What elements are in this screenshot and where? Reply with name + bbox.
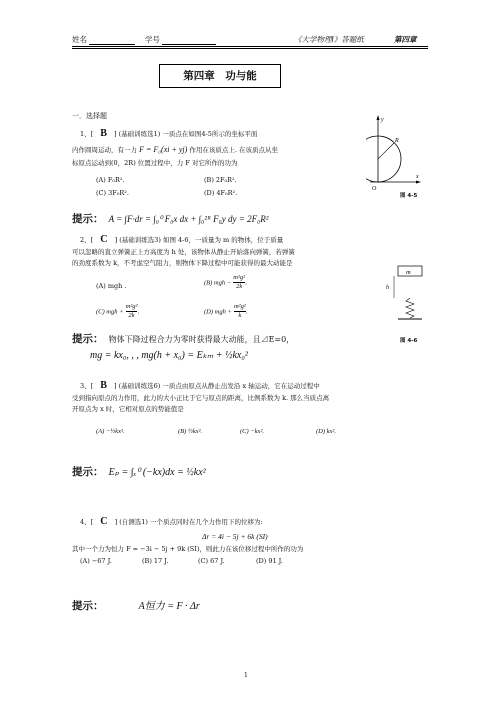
- q2-b-denominator: 2k: [236, 283, 243, 290]
- header-rule: [72, 46, 428, 47]
- q2-b-numerator: m²g²: [233, 274, 246, 281]
- fig-h-label: h: [386, 285, 389, 291]
- q3-text-a: (基础训练选6) 一质点由原点从静止出发沿 x 轴运动，它在运动过程中: [118, 382, 320, 390]
- q1-text-d: 标原点运动到(0，2R) 位置过程中，力 F 对它所作的功为: [72, 159, 238, 167]
- q4-close: ]: [114, 518, 118, 526]
- q1-option-b: (B) 2F₀R².: [204, 176, 237, 184]
- q3-text-b: 受到指向原点的力作用，此力的大小正比于它与原点的距离，比例系数为 k. 那么当质点离: [72, 394, 330, 402]
- q2-option-d: (D) mgh + $\frac{\text{m²g²}}{k}$ .: [204, 303, 248, 319]
- q1-text-c: 作用在该质点上. 在该质点从坐: [189, 146, 279, 154]
- q2-hint-text: 物体下降过程合力为零时获得最大动能，且⊿E=0，: [108, 335, 295, 344]
- q2-text-c: 的劲度系数为 k，不考虑空气阻力，则物体下降过程中可能获得的最大动能是: [72, 259, 293, 267]
- q2-option-a: (A) mgh .: [96, 282, 127, 290]
- name-blank[interactable]: [89, 36, 135, 45]
- q1-line2: [72, 144, 382, 156]
- q2-option-b-prefix: (B) mgh −: [204, 279, 232, 287]
- radius-line: [378, 143, 394, 159]
- q2-text-a: (基础训练选3) 如图 4-6，一质量为 m 的物体，位于质量: [119, 236, 284, 244]
- q2-c-denominator: 2k: [128, 312, 135, 319]
- question-3: [80, 380, 398, 392]
- x-arrow-icon: [416, 181, 421, 184]
- q2-option-b: (B) mgh − $\frac{\text{m²g²}}{2k}$ .: [204, 274, 248, 290]
- question-4: [80, 516, 398, 528]
- q4-option-c: (C) 67 J.: [198, 557, 225, 565]
- q1-answer: B: [100, 128, 107, 139]
- y-arrow-icon: [377, 115, 380, 120]
- figure-4-5: [366, 112, 426, 198]
- q1-close: ]: [114, 130, 117, 138]
- q1-hint-formula: A = ∫F·dr = ∫₀⁰ F₀x dx + ∫₀²ᴿ F₀y dy = 2F₀R²: [108, 214, 269, 224]
- chapter-tag: 第四章: [394, 35, 417, 44]
- q4-option-b: (B) 17 J.: [142, 557, 169, 565]
- q2-number: 2、[: [80, 236, 94, 244]
- spring: [406, 298, 414, 318]
- q4-text-b: 其中一个力为恒力 F = −3i − 5j + 9k (SI)，则此力在该位移过程中所作的功为: [72, 545, 304, 553]
- q4-hint: [72, 594, 200, 613]
- q3-option-b: (B) ½kx².: [178, 428, 203, 435]
- q2-answer: C: [100, 234, 108, 245]
- q3-option-d: (D) kx².: [316, 428, 336, 435]
- q2-d-denominator: k: [238, 312, 242, 319]
- q1-hint: [72, 207, 268, 226]
- q3-close: ]: [114, 382, 117, 390]
- q1-option-c: (C) 3F₀R².: [96, 189, 129, 197]
- q2-text-b: 可以忽略的直立弹簧正上方高度为 h 处，该物体从静止开始落向弹簧，若弹簧: [72, 248, 295, 256]
- q3-hint-label: 提示：: [72, 466, 104, 478]
- q1-option-d: (D) 4F₀R².: [204, 189, 238, 197]
- figure-4-5-label: 图 4-5: [400, 193, 418, 199]
- q4-hint-label: 提示：: [72, 600, 104, 612]
- chapter-title: 第四章 功与能: [159, 64, 281, 88]
- section-heading: 一．选择题: [72, 112, 107, 120]
- q3-option-c: (C) −kx².: [240, 428, 265, 435]
- fig-x-label: x: [416, 174, 419, 180]
- q3-text-c: 开原点为 x 时，它相对原点的势能值是: [72, 405, 184, 413]
- question-1: [80, 128, 380, 140]
- q2-option-c-prefix: (C) mgh +: [96, 308, 124, 316]
- q2-hint-formula: mg = kx₀, , , mg(h + x₀) = Eₖₘ + ½kx₀²: [90, 350, 248, 361]
- q2-hint: [72, 327, 402, 346]
- q2-option-c-fraction: [126, 303, 138, 320]
- figure-4-6-label: 图 4-6: [400, 338, 418, 344]
- figure-4-6: [384, 264, 428, 324]
- fig-y-label: y: [381, 117, 384, 123]
- q2-hint-label: 提示：: [72, 333, 104, 345]
- q4-answer: C: [100, 516, 108, 527]
- q1-number: 1、[: [80, 130, 94, 138]
- q2-option-c: (C) mgh + $\frac{\text{m²g²}}{2k}$ .: [96, 303, 140, 319]
- name-label: 姓名: [72, 35, 87, 44]
- fig-o-label: O: [372, 186, 377, 192]
- q2-d-numerator: m²g²: [233, 303, 246, 310]
- q3-hint-formula: Eₚ = ∫ₓ⁰ (−kx)dx = ½kx²: [108, 467, 206, 478]
- q2-c-numerator: m²g²: [125, 303, 138, 310]
- id-blank[interactable]: [162, 36, 216, 45]
- q3-hint: [72, 460, 206, 479]
- q4-hint-formula: A恒力 = F · Δr: [138, 601, 200, 612]
- fig-r-label: R: [395, 138, 399, 144]
- q3-number: 3、[: [80, 382, 94, 390]
- q3-answer: B: [100, 380, 107, 391]
- q4-text-a: (自测选1) 一个质点同时在几个力作用下的位移为:: [119, 518, 263, 526]
- q4-number: 4、[: [80, 518, 94, 526]
- header-rule-thin: [72, 48, 428, 49]
- book-title: 《大学物理Ⅰ》答题纸: [294, 35, 364, 44]
- q1-text-a: (基础训练选1) 一质点在如图4-5所示的坐标平面: [118, 130, 258, 138]
- question-2: [80, 234, 390, 246]
- q2-option-d-fraction: [234, 303, 246, 320]
- page-header: [72, 34, 428, 45]
- q3-option-a: (A) −½kx².: [96, 428, 125, 435]
- q2-option-b-fraction: [233, 274, 245, 291]
- q1-text-b: 内作圆周运动，有一力: [72, 146, 137, 154]
- q4-displacement: Δr = 4i − 5j + 6k (SI): [202, 532, 268, 541]
- q4-option-a: (A) −67 J.: [80, 557, 112, 565]
- q1-hint-label: 提示：: [72, 213, 104, 225]
- page-number: 1: [244, 672, 248, 679]
- q1-option-a: (A) F₀R².: [96, 176, 125, 184]
- q4-option-d: (D) 91 J.: [256, 557, 283, 565]
- q2-close: ]: [114, 236, 118, 244]
- id-label: 学号: [144, 35, 160, 44]
- q1-force-formula: F = F₀(xi + yj): [139, 145, 188, 154]
- q2-option-d-prefix: (D) mgh +: [204, 308, 232, 316]
- fig-m-label: m: [406, 269, 411, 276]
